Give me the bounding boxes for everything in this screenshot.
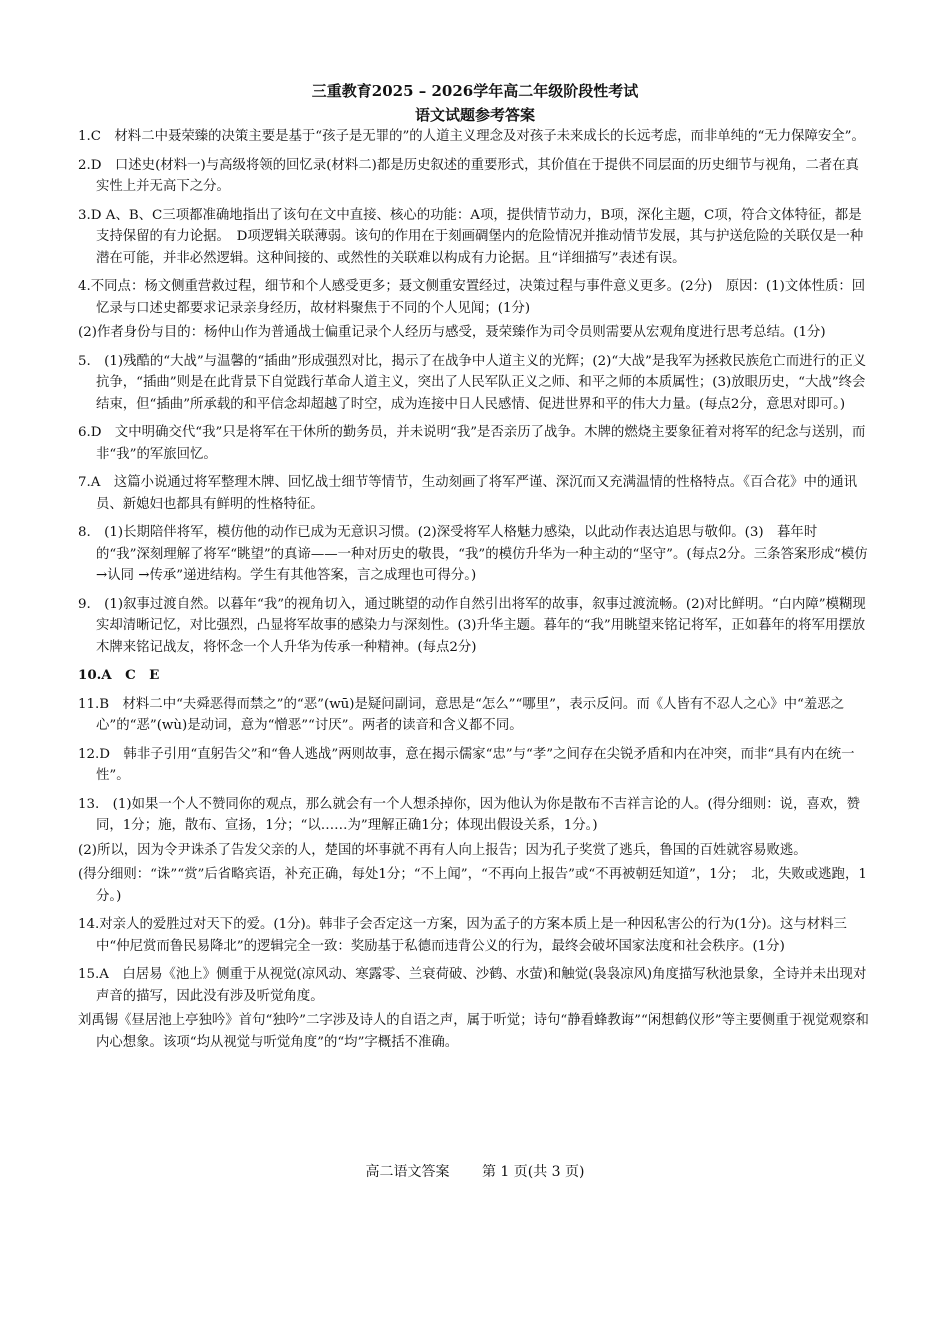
answer-text: 7.A 这篇小说通过将军整理木牌、回忆战士细节等情节，生动刻画了将军严谨、深沉而又充满温情的性格特点。《百合花》中的通讯员、新媳妇也都具有鲜明的性格特征。 <box>78 475 858 512</box>
answer-subparagraph: (得分细则：“诛”“赏”后省略宾语，补充正确，每处1分；“不上闻”，“不再向上报告”或“不再被朝廷知道”，1分； 北，失败或逃跑，1分。) <box>78 867 867 904</box>
answer-item <box>78 472 870 515</box>
footer-page-number: 第 1 页(共 3 页) <box>481 1164 585 1180</box>
answer-item <box>78 155 870 198</box>
answer-item <box>78 744 870 787</box>
answer-text: 13. (1)如果一个人不赞同你的观点，那么就会有一个人想杀掉你，因为他认为你是散布不吉祥言论的人。(得分细则：说，喜欢，赞同，1分；施，散布、宣扬，1分；“以……为”理解正确1分；体现出假设关系，1分。) <box>78 796 860 833</box>
page-title: 三重教育2025 – 2026学年高二年级阶段性考试 <box>311 82 639 100</box>
answer-list <box>78 126 870 1060</box>
answer-item <box>78 126 870 148</box>
answer-item <box>78 351 870 416</box>
answer-item <box>78 694 870 737</box>
answer-subparagraph: 刘禹锡《昼居池上亭独吟》首句“独吟”二字涉及诗人的自语之声，属于听觉；诗句“静看蜂教诲”“闲想鹤仪形”等主要侧重于视觉观察和内心想象。该项“均从视觉与听觉角度”的“均”字概括不准确。 <box>78 1013 869 1050</box>
footer-subject: 高二语文答案 <box>365 1164 450 1180</box>
answer-subparagraph: (2)作者身份与目的：杨仲山作为普通战士偏重记录个人经历与感受，聂荣臻作为司令员则需要从宏观角度进行思考总结。(1分) <box>78 325 826 340</box>
page-footer <box>0 1161 950 1181</box>
answer-item <box>78 964 870 1053</box>
answer-item <box>78 794 870 908</box>
answer-text: 8. (1)长期陪伴将军，模仿他的动作已成为无意识习惯。(2)深受将军人格魅力感染，以此动作表达追思与敬仰。(3) 暮年时的“我”深刻理解了将军“眺望”的真谛——一种对历史的敬畏，“我”的模仿升华为一种主动的“坚守”。(每点2分。三条答案形成“模仿 →认同 →传承”递进结构。学生有其他答案，言之成理也可得分。) <box>78 525 872 583</box>
answer-text: 6.D 文中明确交代“我”只是将军在干休所的勤务员，并未说明“我”是否亲历了战争。木牌的燃烧主要象征着对将军的纪念与送别，而非“我”的军旅回忆。 <box>78 425 866 462</box>
answer-text: 11.B 材料二中“夫舜恶得而禁之”的“恶”(wū)是疑问副词，意思是“怎么”“哪里”，表示反问。而《人皆有不忍人之心》中“羞恶之心”的“恶”(wù)是动词，意为“憎恶”“讨厌”。两者的读音和含义都不同。 <box>78 696 845 733</box>
answer-item <box>78 205 870 270</box>
answer-text: 1.C 材料二中聂荣臻的决策主要是基于“孩子是无罪的”的人道主义理念及对孩子未来成长的长远考虑，而非单纯的“无力保障安全”。 <box>78 129 865 144</box>
answer-text: 14.对亲人的爱胜过对天下的爱。(1分)。韩非子会否定这一方案，因为孟子的方案本质上是一种因私害公的行为(1分)。这与材料三中“仲尼赏而鲁民易降北”的逻辑完全一致：奖励基于私德而违背公义的行为，最终会破坏国家法度和社会秩序。(1分) <box>78 917 847 954</box>
answer-text: 10.A C E <box>78 667 160 683</box>
answer-item <box>78 276 870 344</box>
page-subtitle: 语文试题参考答案 <box>414 106 535 124</box>
answer-text: 12.D 韩非子引用“直躬告父”和“鲁人逃战”两则故事，意在揭示儒家“忠”与“孝”之间存在尖锐矛盾和内在冲突，而非“具有内在统一性”。 <box>78 746 855 783</box>
answer-text: 15.A 白居易《池上》侧重于从视觉(凉风动、寒露零、兰衰荷破、沙鹤、水萤)和触觉(袅袅凉风)角度描写秋池景象，全诗并未出现对声音的描写，因此没有涉及听觉角度。 <box>78 967 867 1004</box>
answer-text: 5. (1)残酷的“大战”与温馨的“插曲”形成强烈对比，揭示了在战争中人道主义的光辉；(2)“大战”是我军为拯救民族危亡而进行的正义抗争，“插曲”则是在此背景下自觉践行革命人道主义，突出了人民军队正义之师、和平之师的本质属性；(3)放眼历史，“大战”终会结束，但“插曲”所承载的和平信念却超越了时空，成为连接中日人民感情、促进世界和平的伟大力量。(每点2分，意思对即可。) <box>78 353 867 412</box>
answer-text: 4.不同点：杨文侧重营救过程，细节和个人感受更多；聂文侧重安置经过，决策过程与事件意义更多。(2分) 原因：(1)文体性质：回忆录与口述史都要求记录亲身经历，故材料聚焦于不同的个人见闻；(1分) <box>78 279 866 316</box>
answer-item <box>78 522 870 587</box>
answer-item <box>78 422 870 465</box>
answer-text: 9. (1)叙事过渡自然。以暮年“我”的视角切入，通过眺望的动作自然引出将军的故事，叙事过渡流畅。(2)对比鲜明。“白内障”模糊现实却清晰记忆，对比强烈，凸显将军故事的感染力与深刻性。(3)升华主题。暮年的“我”用眺望来铭记将军，正如暮年的将军用摆放木牌来铭记战友，将怀念一个人升华为传承一种精神。(每点2分) <box>78 596 866 655</box>
answer-text: 3.D A、B、C三项都准确地指出了该句在文中直接、核心的功能：A项，提供情节动力，B项，深化主题，C项，符合文体特征，都是支持保留的有力论据。 D项逻辑关联薄弱。该句的作用在于刻画碉堡内的危险情况并推动情节发展，其与护送危险的关联仅是一种潜在可能，并非必然逻辑。这种间接的、或然性的关联难以构成有力论据。且“详细描写”表述有误。 <box>78 207 864 266</box>
answer-text: 2.D 口述史(材料一)与高级将领的回忆录(材料二)都是历史叙述的重要形式，其价值在于提供不同层面的历史细节与视角，二者在真实性上并无高下之分。 <box>78 157 859 194</box>
answer-item <box>78 914 870 957</box>
answer-item <box>78 594 870 659</box>
answer-subparagraph: (2)所以，因为令尹诛杀了告发父亲的人，楚国的坏事就不再有人向上报告；因为孔子奖赏了逃兵，鲁国的百姓就容易败逃。 <box>78 842 807 858</box>
answer-item <box>78 665 870 687</box>
